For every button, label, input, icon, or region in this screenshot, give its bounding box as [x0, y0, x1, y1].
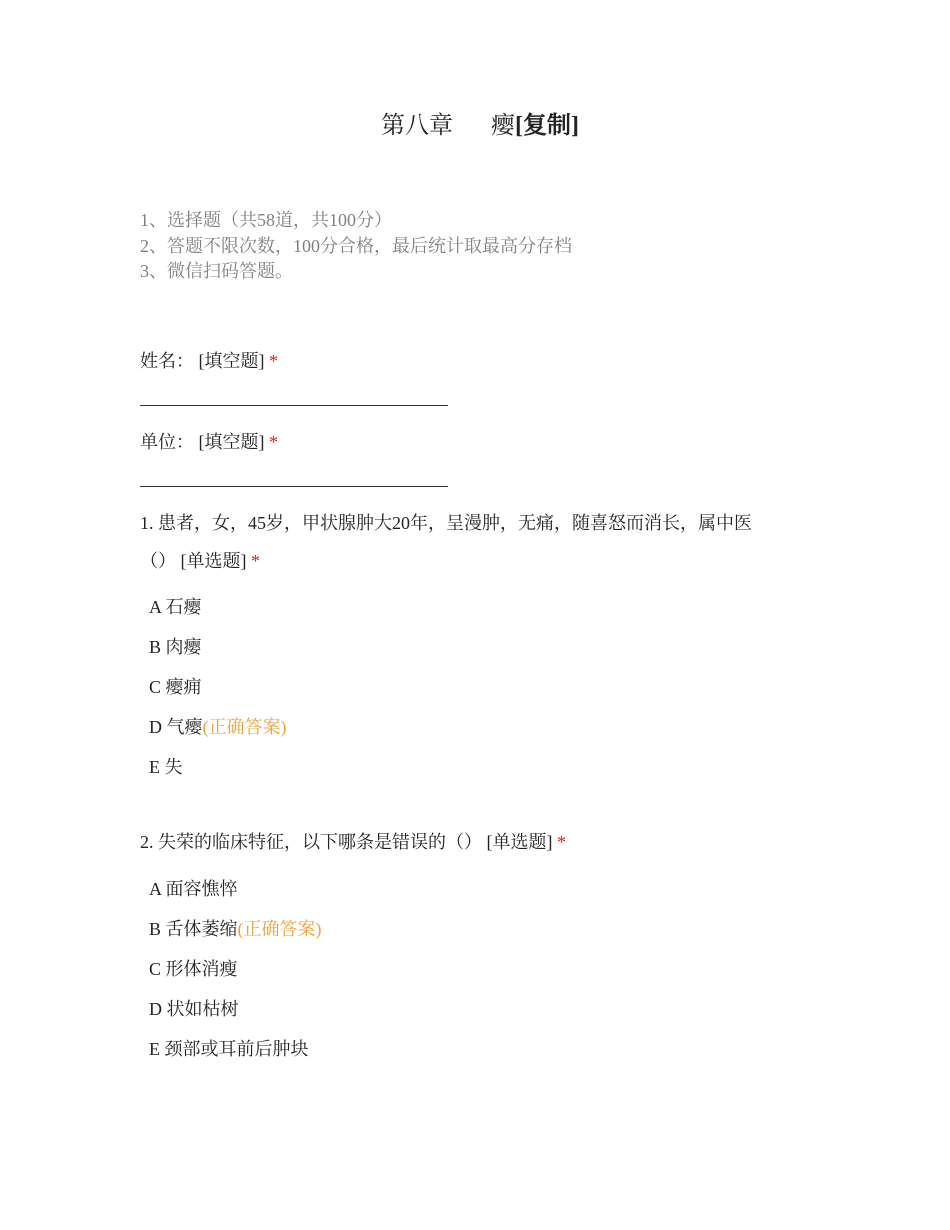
- q2-option-c[interactable]: [149, 957, 238, 981]
- q2-option-a[interactable]: [149, 877, 238, 901]
- name-field-label: [140, 349, 278, 373]
- question-1-paren: （）: [140, 551, 176, 571]
- question-1-line-2: [140, 549, 260, 573]
- unit-label: 单位：: [140, 432, 194, 452]
- option-text: E 失: [149, 757, 183, 777]
- option-text: A 面容憔悴: [149, 879, 238, 899]
- name-input-line[interactable]: [140, 405, 448, 406]
- q1-option-e[interactable]: [149, 755, 183, 779]
- correct-answer-note: (正确答案): [202, 717, 287, 737]
- question-1-line-1: 1. 患者，女，45岁，甲状腺肿大20年，呈漫肿，无痛，随喜怒而消长，属中医: [140, 513, 752, 533]
- unit-input-line[interactable]: [140, 486, 448, 487]
- q1-option-d[interactable]: [149, 715, 287, 739]
- question-2-type: [单选题]: [486, 832, 553, 852]
- required-mark: *: [557, 832, 566, 852]
- option-text: E 颈部或耳前后肿块: [149, 1039, 309, 1059]
- intro-block: [140, 208, 572, 285]
- page-title: [0, 110, 950, 142]
- option-text: C 形体消瘦: [149, 959, 238, 979]
- intro-line-2: 2、答题不限次数，100分合格，最后统计取最高分存档: [140, 235, 572, 256]
- q1-option-b[interactable]: [149, 635, 202, 659]
- title-tag: [复制]: [515, 113, 579, 139]
- title-sub: 瘿: [491, 113, 515, 139]
- name-type: [填空题]: [198, 351, 265, 371]
- question-1-type: [单选题]: [180, 551, 247, 571]
- unit-type: [填空题]: [198, 432, 265, 452]
- q2-option-d[interactable]: [149, 997, 239, 1021]
- intro-line-3: 3、微信扫码答题。: [140, 261, 293, 281]
- option-text: B 肉瘿: [149, 637, 202, 657]
- question-2-line-1: [140, 830, 566, 854]
- name-label: 姓名：: [140, 351, 194, 371]
- title-main: 第八章: [381, 113, 453, 139]
- required-mark: *: [251, 551, 260, 571]
- option-text: D 气瘿: [149, 717, 203, 737]
- option-text: C 瘿痈: [149, 677, 202, 697]
- intro-line-1: 1、选择题（共58道，共100分）: [140, 210, 392, 230]
- question-2-text: 2. 失荣的临床特征，以下哪条是错误的（）: [140, 832, 482, 852]
- q2-option-e[interactable]: [149, 1037, 309, 1061]
- option-text: D 状如枯树: [149, 999, 239, 1019]
- q1-option-c[interactable]: [149, 675, 202, 699]
- required-mark: *: [269, 351, 278, 371]
- q2-option-b[interactable]: [149, 917, 322, 941]
- unit-field-label: [140, 430, 278, 454]
- required-mark: *: [269, 432, 278, 452]
- q1-option-a[interactable]: [149, 595, 202, 619]
- option-text: A 石瘿: [149, 597, 202, 617]
- option-text: B 舌体萎缩: [149, 919, 238, 939]
- correct-answer-note: (正确答案): [237, 919, 322, 939]
